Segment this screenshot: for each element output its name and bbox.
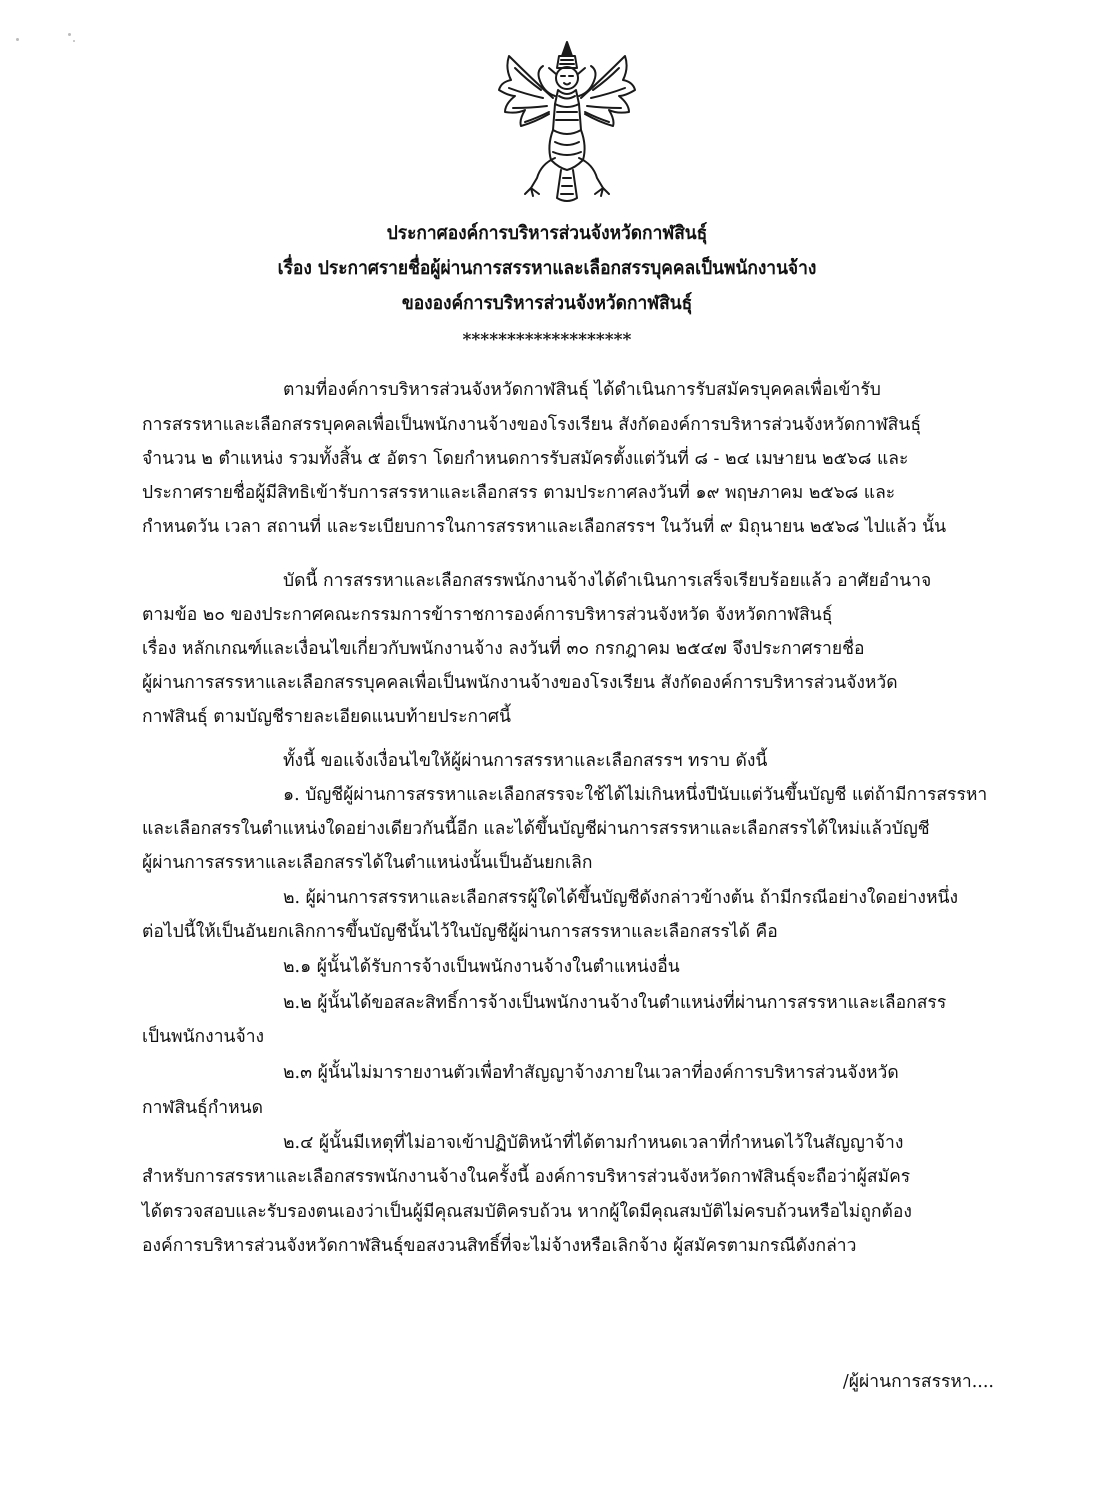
body-line: และเลือกสรรในตำแหน่งใดอย่างเดียวกันนี้อีก และได้ขึ้นบัญชีผ่านการสรรหาและเลือกสรรได้ใหม่แล้วบัญชี (142, 819, 930, 839)
body-line: กำหนดวัน เวลา สถานที่ และระเบียบการในการสรรหาและเลือกสรรฯ ในวันที่ ๙ มิถุนายน ๒๕๖๘ ไปแล้ว นั้น (142, 517, 947, 537)
body-line: ทั้งนี้ ขอแจ้งเงื่อนไขให้ผู้ผ่านการสรรหาและเลือกสรรฯ ทราบ ดังนี้ (283, 751, 768, 771)
body-line: ๒.๔ ผู้นั้นมีเหตุที่ไม่อาจเข้าปฏิบัติหน้าที่ได้ตามกำหนดเวลาที่กำหนดไว้ในสัญญาจ้าง (283, 1133, 904, 1153)
scan-speck (16, 38, 19, 41)
body-line: สำหรับการสรรหาและเลือกสรรพนักงานจ้างในครั้งนี้ องค์การบริหารส่วนจังหวัดกาฬสินธุ์จะถือว่าผู้สมัคร (142, 1167, 911, 1187)
body-line: ๑. บัญชีผู้ผ่านการสรรหาและเลือกสรรจะใช้ได้ไม่เกินหนึ่งปีนับแต่วันขึ้นบัญชี แต่ถ้ามีการสรรหา (283, 785, 988, 805)
title-line-org-suffix: ขององค์การบริหารส่วนจังหวัดกาฬสินธุ์ (401, 292, 693, 314)
announcement-title (0, 216, 1094, 321)
body-line: กาฬสินธุ์กำหนด (142, 1098, 263, 1118)
body-line: ตามข้อ ๒๐ ของประกาศคณะกรรมการข้าราชการองค์การบริหารส่วนจังหวัด จังหวัดกาฬสินธุ์ (142, 605, 833, 625)
body-line: บัดนี้ การสรรหาและเลือกสรรพนักงานจ้างได้ดำเนินการเสร็จเรียบร้อยแล้ว อาศัยอำนาจ (283, 571, 932, 591)
body-line: ต่อไปนี้ให้เป็นอันยกเลิกการขึ้นบัญชีนั้นไว้ในบัญชีผู้ผ่านการสรรหาและเลือกสรรได้ คือ (142, 922, 778, 942)
scan-speck (73, 40, 75, 42)
continuation-note: /ผู้ผ่านการสรรหา.... (842, 1372, 994, 1392)
body-line: ประกาศรายชื่อผู้มีสิทธิเข้ารับการสรรหาและเลือกสรร ตามประกาศลงวันที่ ๑๙ พฤษภาคม ๒๕๖๘ และ (142, 483, 896, 503)
body-line: องค์การบริหารส่วนจังหวัดกาฬสินธุ์ขอสงวนสิทธิ์ที่จะไม่จ้างหรือเลิกจ้าง ผู้สมัครตามกรณีดังกล่าว (142, 1236, 857, 1256)
body-line: กาฬสินธุ์ ตามบัญชีรายละเอียดแนบท้ายประกาศนี้ (142, 707, 511, 727)
body-line: ตามที่องค์การบริหารส่วนจังหวัดกาฬสินธุ์ ได้ดำเนินการรับสมัครบุคคลเพื่อเข้ารับ (283, 380, 881, 400)
body-line: ผู้ผ่านการสรรหาและเลือกสรรบุคคลเพื่อเป็นพนักงานจ้างของโรงเรียน สังกัดองค์การบริหารส่วนจังหวัด (142, 673, 898, 693)
body-line: เป็นพนักงานจ้าง (142, 1027, 265, 1047)
garuda-emblem-icon (491, 38, 643, 206)
title-line-org: ประกาศองค์การบริหารส่วนจังหวัดกาฬสินธุ์ (386, 222, 708, 244)
body-line: ๒.๑ ผู้นั้นได้รับการจ้างเป็นพนักงานจ้างในตำแหน่งอื่น (283, 957, 680, 977)
title-separator: ******************* (462, 330, 632, 350)
body-line: ๒.๓ ผู้นั้นไม่มารายงานตัวเพื่อทำสัญญาจ้างภายในเวลาที่องค์การบริหารส่วนจังหวัด (283, 1063, 899, 1083)
title-line-subject: เรื่อง ประกาศรายชื่อผู้ผ่านการสรรหาและเลือกสรรบุคคลเป็นพนักงานจ้าง (277, 257, 817, 279)
body-line: ๒.๒ ผู้นั้นได้ขอสละสิทธิ์การจ้างเป็นพนักงานจ้างในตำแหน่งที่ผ่านการสรรหาและเลือกสรร (283, 993, 947, 1013)
body-line: การสรรหาและเลือกสรรบุคคลเพื่อเป็นพนักงานจ้างของโรงเรียน สังกัดองค์การบริหารส่วนจังหวัดกาฬสินธุ์ (142, 415, 922, 435)
body-line: ได้ตรวจสอบและรับรองตนเองว่าเป็นผู้มีคุณสมบัติครบถ้วน หากผู้ใดมีคุณสมบัติไม่ครบถ้วนหรือไม่ถูกต้อง (142, 1202, 912, 1222)
body-line: ๒. ผู้ผ่านการสรรหาและเลือกสรรผู้ใดได้ขึ้นบัญชีดังกล่าวข้างต้น ถ้ามีกรณีอย่างใดอย่างหนึ่ง (283, 888, 958, 908)
body-line: เรื่อง หลักเกณฑ์และเงื่อนไขเกี่ยวกับพนักงานจ้าง ลงวันที่ ๓๐ กรกฎาคม ๒๕๔๗ จึงประกาศรายชื่อ (142, 639, 865, 659)
body-line: จำนวน ๒ ตำแหน่ง รวมทั้งสิ้น ๕ อัตรา โดยกำหนดการรับสมัครตั้งแต่วันที่ ๘ - ๒๔ เมษายน ๒๕๖๘ และ (142, 449, 909, 469)
body-line: ผู้ผ่านการสรรหาและเลือกสรรได้ในตำแหน่งนั้นเป็นอันยกเลิก (142, 853, 593, 873)
scan-speck (68, 33, 71, 36)
